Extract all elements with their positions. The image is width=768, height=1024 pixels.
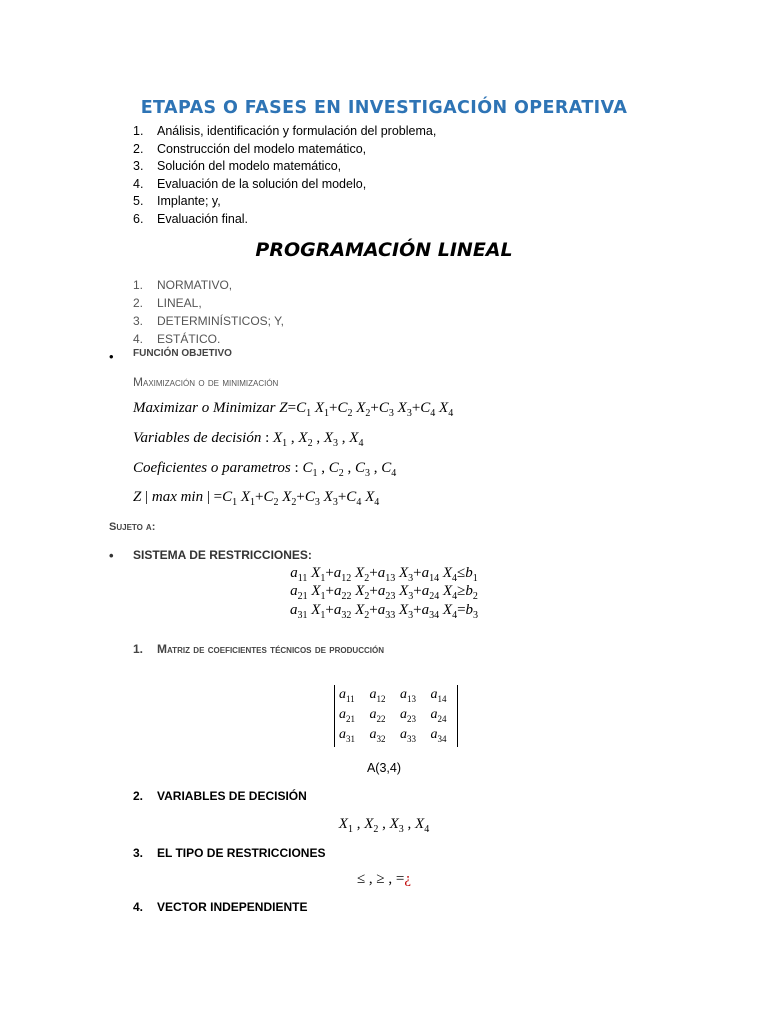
page-title: ETAPAS O FASES EN INVESTIGACIÓN OPERATIVA [140, 98, 628, 118]
matriz-heading: 1. Matriz de coeficientes técnicos de producción [133, 642, 384, 656]
list-item: 4. ESTÁTICO. [133, 332, 221, 346]
z-formula: Z | max min | $=C_1$ $X_1+C_2$ $X_2+C_3$ $X_3+C_4$ $X_4$ [133, 489, 380, 508]
list-item: 6. Evaluación final. [133, 211, 249, 226]
list-item: 1. NORMATIVO, [133, 278, 233, 292]
matrix-size: A(3,4) [366, 761, 402, 775]
constraint-3: $a_{31}$ $X_1+a_{32}$ $X_2+a_{33}$ $X_3+a_{34}$ $X_4=b_3$ [289, 602, 479, 621]
list-item: 4. Evaluación de la solución del modelo, [133, 176, 367, 191]
list-item: 3. Solución del modelo matemático, [133, 159, 342, 173]
properties-list [133, 276, 284, 348]
stages-list [133, 123, 436, 228]
list-item: 5. Implante; y, [133, 194, 221, 208]
sistema-restricciones [109, 548, 312, 563]
sujeto-a-label: Sujeto a: [109, 521, 156, 533]
vector-heading: 4. VECTOR INDEPENDIENTE [133, 900, 308, 914]
sistema-label: SISTEMA DE RESTRICCIONES: [133, 548, 312, 562]
section-title: PROGRAMACIÓN LINEAL [255, 239, 513, 261]
restriction-types: ≤ , ≥ , =¿ [356, 871, 412, 887]
list-item: 2. Construcción del modelo matemático, [133, 141, 367, 156]
funcion-objetivo-label: FUNCIÓN OBJETIVO [133, 348, 232, 359]
bullet-icon: • [109, 548, 114, 563]
tipo-heading: 3. EL TIPO DE RESTRICCIONES [133, 846, 326, 860]
funcion-objetivo [109, 348, 232, 366]
variables-formula: Variables de decisión : $X_1$ , $X_2$ , $X_3$ , $X_4$ [133, 430, 364, 449]
constraint-1: $a_{11}$ $X_1+a_{12}$ $X_2+a_{13}$ $X_3+a_{14}$ $X_4\le b_1$ [290, 565, 478, 584]
constraint-2: $a_{21}$ $X_1+a_{22}$ $X_2+a_{23}$ $X_3+a_{24}$ $X_4\ge b_2$ [290, 583, 478, 602]
coefficient-matrix: $a_{11}$ $a_{12}$ $a_{13}$ $a_{14}$ $a_{21}$ $a_{22}$ $a_{23}$ $a_{24}$ $a_{31}$ $a_{32}$ $a_{33}$ $a_{34}$ [334, 685, 458, 747]
variables-heading: 2. VARIABLES DE DECISIÓN [133, 789, 307, 803]
list-item: 2. LINEAL, [133, 296, 202, 310]
decision-variables: $X_1$ , $X_2$ , $X_3$ , $X_4$ [338, 816, 430, 835]
list-item: 3. DETERMINÍSTICOS; Y, [133, 314, 284, 328]
coefficients-formula: Coeficientes o parametros : $C_1$ , $C_2$ , $C_3$ , $C_4$ [133, 460, 397, 479]
bullet-icon: • [109, 349, 114, 364]
objective-formula: Maximizar o Minimizar $Z=C_1$ $X_1+C_2$ $X_2+C_3$ $X_3+C_4$ $X_4$ [133, 400, 454, 419]
max-min-label: Maximización o de minimización [133, 375, 279, 389]
list-item: 1. Análisis, identificación y formulación del problema, [133, 124, 437, 138]
